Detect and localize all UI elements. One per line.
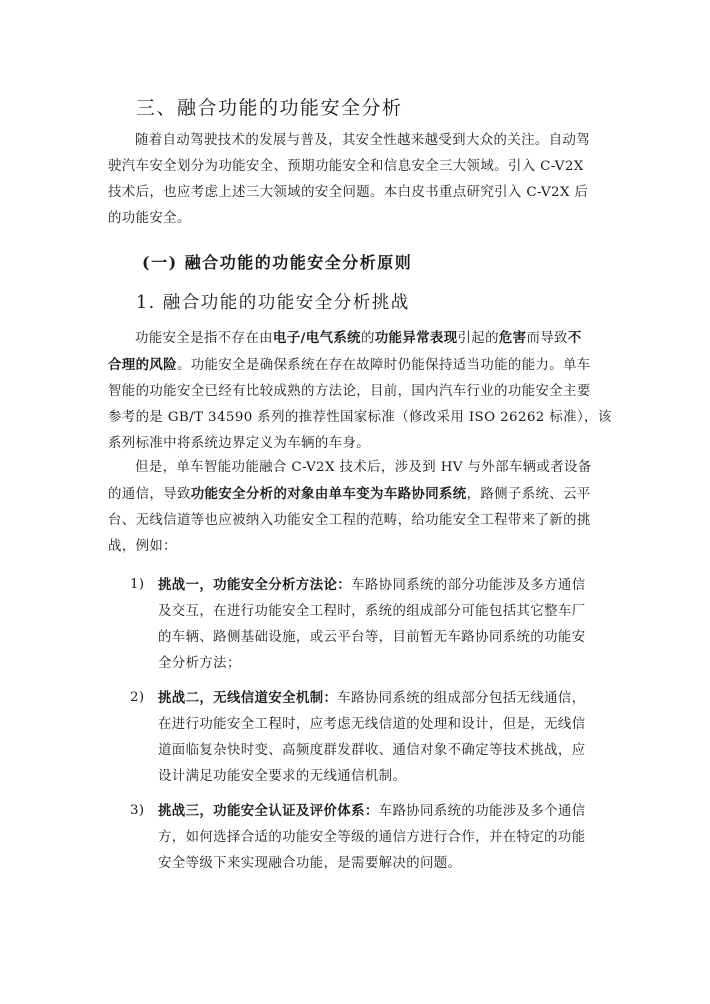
text-run: 功能安全是指不存在由	[135, 331, 273, 346]
text-run: 车路协同系统的功能涉及多个通信	[378, 804, 586, 819]
list-line: 的车辆、路侧基础设施，或云平台等，目前暂无车路协同系统的功能安	[158, 630, 586, 645]
list-line: 方，如何选择合适的功能安全等级的通信方进行合作，并在特定的功能	[158, 830, 586, 845]
paragraph-line: 系列标准中将系统边界定义为车辆的车身。	[108, 436, 371, 451]
paragraph-line	[108, 481, 602, 508]
paragraph-line: 战，例如：	[108, 539, 177, 554]
intro-paragraph	[108, 128, 602, 232]
list-item-body	[158, 572, 604, 677]
list-number: 3)	[130, 803, 145, 818]
subsubsection-title: 1. 融合功能的功能安全分析挑战	[136, 293, 410, 313]
emphasis-text: 不	[567, 330, 582, 346]
definition-paragraph	[108, 325, 612, 457]
list-line	[158, 798, 604, 825]
text-run: ，路侧子系统、云平	[466, 487, 591, 502]
list-item-title: 挑战三，功能安全认证及评价体系：	[158, 803, 379, 819]
list-line	[158, 685, 604, 712]
list-line: 在进行功能安全工程时，应考虑无线信道的处理和设计，但是，无线信	[158, 717, 586, 732]
intro-line: 的功能安全。	[108, 211, 191, 226]
paragraph-line	[108, 352, 602, 379]
text-run: 车路协同系统的部分功能涉及多方通信	[351, 578, 586, 593]
list-line: 设计满足功能安全要求的无线通信机制。	[158, 769, 407, 784]
list-number: 2)	[130, 690, 145, 705]
text-run: 的	[360, 331, 375, 346]
emphasis-text: 合理的风险	[108, 357, 177, 373]
paragraph-line: 台、无线信道等也应被纳入功能安全工程的范畴，给功能安全工程带来了新的挑	[108, 513, 591, 528]
text-run: 而导致	[526, 331, 568, 346]
list-line	[158, 572, 604, 599]
emphasis-text: 功能安全分析的对象由单车变为车路协同系统	[190, 486, 467, 502]
list-line: 安全等级下来实现融合功能，是需要解决的问题。	[158, 856, 462, 871]
list-line: 全分析方法；	[158, 656, 241, 671]
list-item-body	[158, 685, 604, 790]
paragraph-line: 参考的是 GB/T 34590 系列的推荐性国家标准（修改采用 ISO 26262 标准），该	[108, 410, 612, 425]
list-number: 1)	[130, 577, 145, 592]
section-title: 三、融合功能的功能安全分析	[136, 97, 403, 119]
text-run: 车路协同系统的组成部分包括无线通信，	[337, 691, 586, 706]
paragraph-line: 智能的功能安全已经有比较成熟的方法论，目前，国内汽车行业的功能安全主要	[108, 384, 591, 399]
intro-line: 随着自动驾驶技术的发展与普及，其安全性越来越受到大众的关注。自动驾	[135, 133, 591, 148]
emphasis-text: 电子/电气系统	[272, 330, 361, 346]
text-run: 的通信，导致	[108, 487, 191, 502]
text-run: 。功能安全是确保系统在存在故障时仍能保持适当功能的能力。单车	[176, 358, 591, 373]
emphasis-text: 功能异常表现	[374, 330, 458, 346]
paragraph-line	[108, 325, 602, 352]
list-item-body	[158, 798, 604, 877]
list-item-title: 挑战一，功能安全分析方法论：	[158, 577, 352, 593]
text-run: 引起的	[457, 331, 499, 346]
intro-line: 驶汽车安全划分为功能安全、预期功能安全和信息安全三大领域。引入 C-V2X	[108, 159, 584, 174]
challenge-intro-paragraph	[108, 455, 602, 560]
list-line: 道面临复杂快时变、高频度群发群收、通信对象不确定等技术挑战，应	[158, 743, 586, 758]
emphasis-text: 危害	[498, 330, 527, 346]
list-line: 及交互，在进行功能安全工程时，系统的组成部分可能包括其它整车厂	[158, 604, 586, 619]
paragraph-line: 但是，单车智能功能融合 C-V2X 技术后，涉及到 HV 与外部车辆或者设备	[135, 460, 592, 475]
subsection-title: (一) 融合功能的功能安全分析原则	[142, 253, 413, 272]
list-item-title: 挑战二，无线信道安全机制：	[158, 690, 338, 706]
intro-line: 技术后，也应考虑上述三大领域的安全问题。本白皮书重点研究引入 C-V2X 后	[108, 185, 589, 200]
